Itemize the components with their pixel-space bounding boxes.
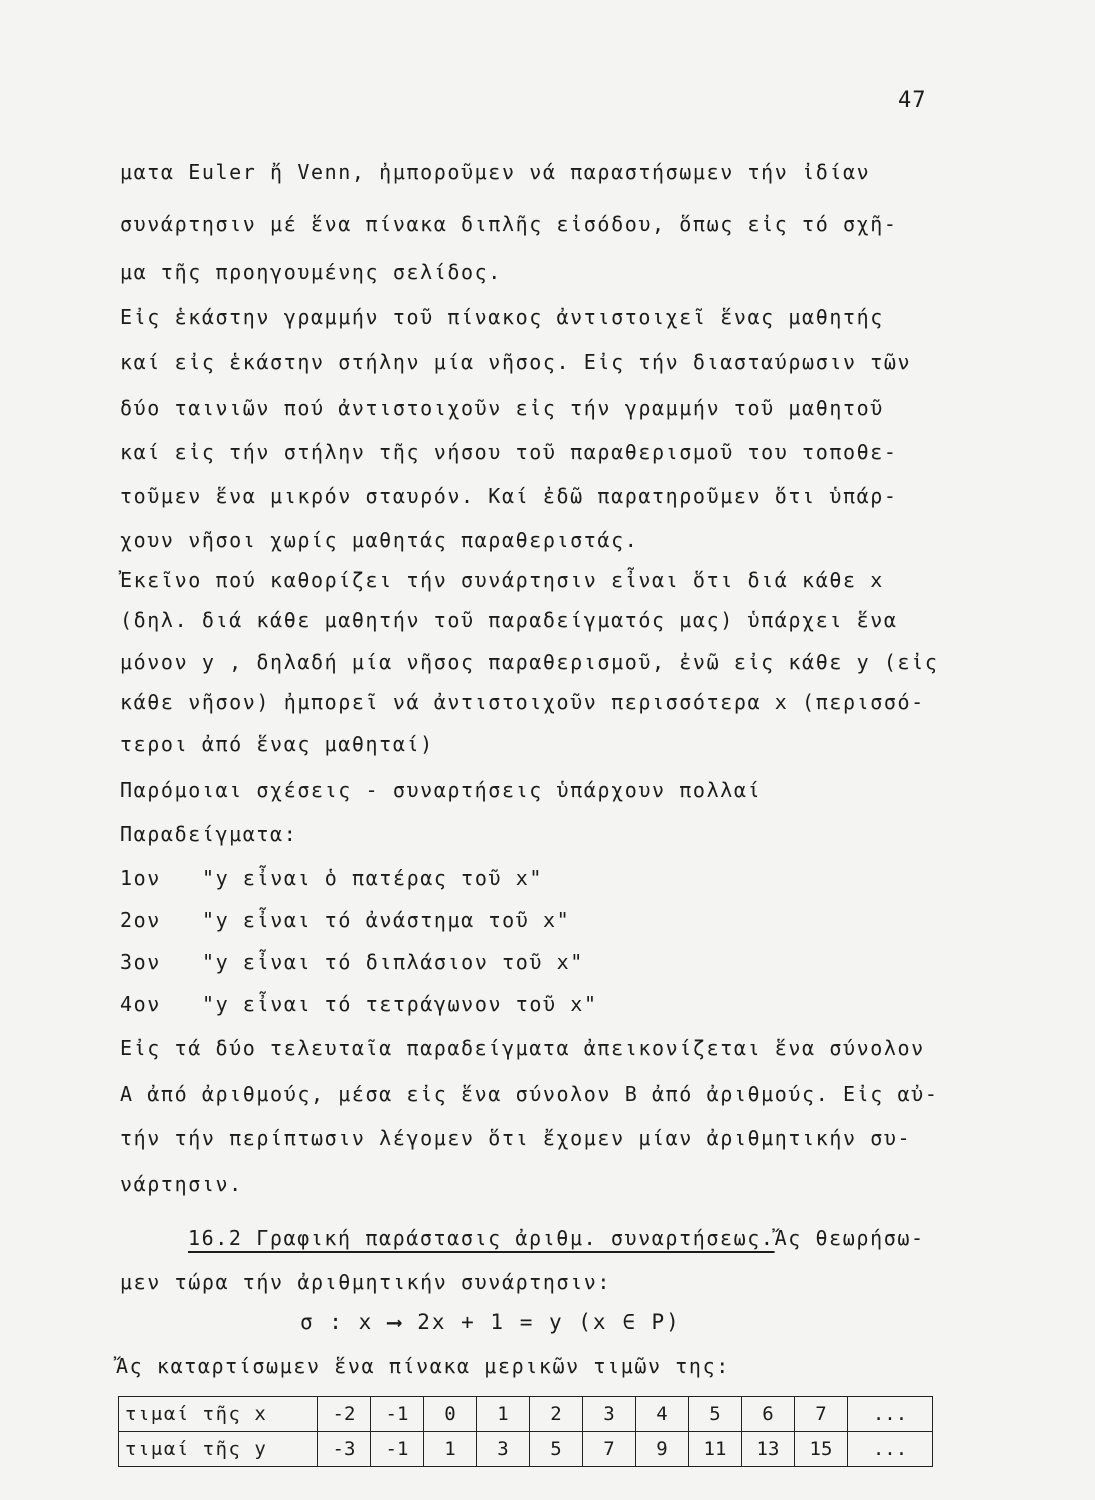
section-heading: 16.2 Γραφική παράστασις ἀριθμ. συναρτήσεως. [188, 1226, 775, 1250]
table-row-x [119, 1397, 933, 1432]
y-value-cell: 15 [795, 1432, 848, 1467]
row-label: τιμαί τῆς y [119, 1432, 318, 1467]
x-value-cell: 7 [795, 1397, 848, 1432]
paragraph-line: καί εἰς ἑκάστην στήλην μία νῆσος. Εἰς τήν διασταύρωσιν τῶν [120, 350, 912, 374]
x-value-cell: 0 [424, 1397, 477, 1432]
y-value-cell: 7 [583, 1432, 636, 1467]
paragraph-line: δύο ταινιῶν πού ἀντιστοιχοῦν εἰς τήν γραμμήν τοῦ μαθητοῦ [120, 396, 884, 420]
y-value-cell: 3 [477, 1432, 530, 1467]
paragraph-line: νάρτησιν. [120, 1172, 243, 1196]
paragraph-line: μα τῆς προηγουμένης σελίδος. [120, 260, 502, 284]
example-text: "y εἶναι τό διπλάσιον τοῦ x" [202, 950, 584, 974]
y-value-cell: ... [848, 1432, 933, 1467]
y-value-cell: -1 [371, 1432, 424, 1467]
page-number: 47 [898, 88, 927, 113]
paragraph-line: Α ἀπό ἀριθμούς, μέσα εἰς ἕνα σύνολον Β ἀπό ἀριθμούς. Εἰς αὐ- [120, 1082, 939, 1106]
paragraph-line: Παραδείγματα: [120, 822, 298, 846]
paragraph-line: τήν τήν περίπτωσιν λέγομεν ὅτι ἔχομεν μίαν ἀριθμητικήν συ- [120, 1126, 912, 1150]
values-table [118, 1396, 933, 1467]
example-text: "y εἶναι τό ἀνάστημα τοῦ x" [202, 908, 571, 932]
example-text: "y εἶναι ὁ πατέρας τοῦ x" [202, 866, 544, 890]
table-row-y [119, 1432, 933, 1467]
paragraph-line: ματα Euler ἤ Venn, ἠμποροῦμεν νά παραστήσωμεν τήν ἰδίαν [120, 160, 871, 184]
y-value-cell: -3 [318, 1432, 371, 1467]
paragraph-line: χουν νῆσοι χωρίς μαθητάς παραθεριστάς. [120, 528, 639, 552]
section-heading-line [188, 1226, 988, 1250]
x-value-cell: ... [848, 1397, 933, 1432]
paragraph-line: Εἰς ἑκάστην γραμμήν τοῦ πίνακος ἀντιστοιχεῖ ἕνας μαθητής [120, 305, 884, 329]
paragraph-line: τεροι ἀπό ἕνας μαθηταί) [120, 732, 434, 756]
example-text: "y εἶναι τό τετράγωνον τοῦ x" [202, 992, 598, 1016]
example-number: 3ον [120, 950, 161, 974]
x-value-cell: 3 [583, 1397, 636, 1432]
formula-left: σ : x [300, 1310, 374, 1334]
paragraph-line: (δηλ. διά κάθε μαθητήν τοῦ παραδείγματός μας) ὑπάρχει ἕνα [120, 608, 898, 632]
paragraph-line: τοῦμεν ἕνα μικρόν σταυρόν. Καί ἐδῶ παρατηροῦμεν ὅτι ὑπάρ- [120, 484, 898, 508]
section-heading-rest: Ἄς θεωρήσω- [774, 1226, 925, 1250]
x-value-cell: 2 [530, 1397, 583, 1432]
example-item [120, 908, 980, 932]
x-value-cell: 4 [636, 1397, 689, 1432]
table-intro: Ἄς καταρτίσωμεν ἕνα πίνακα μερικῶν τιμῶν της: [116, 1354, 730, 1378]
row-label: τιμαί τῆς x [119, 1397, 318, 1432]
x-value-cell: 1 [477, 1397, 530, 1432]
x-value-cell: -1 [371, 1397, 424, 1432]
paragraph-line: συνάρτησιν μέ ἕνα πίνακα διπλῆς εἰσόδου, ὅπως εἰς τό σχῆ- [120, 212, 898, 236]
paragraph-line: μόνον y , δηλαδή μία νῆσος παραθερισμοῦ, ἐνῶ εἰς κάθε y (εἰς [120, 650, 939, 674]
example-number: 1ον [120, 866, 161, 890]
example-item [120, 866, 980, 890]
paragraph-line: Εἰς τά δύο τελευταῖα παραδείγματα ἀπεικονίζεται ἕνα σύνολον [120, 1036, 925, 1060]
paragraph-line: Ἐκεῖνο πού καθορίζει τήν συνάρτησιν εἶναι ὅτι διά κάθε x [120, 568, 884, 592]
y-value-cell: 5 [530, 1432, 583, 1467]
example-item [120, 950, 980, 974]
formula-right: 2x + 1 = y (x ∈ P) [417, 1310, 681, 1334]
paragraph-line: καί εἰς τήν στήλην τῆς νήσου τοῦ παραθερισμοῦ του τοποθε- [120, 440, 898, 464]
x-value-cell: 5 [689, 1397, 742, 1432]
example-item [120, 992, 980, 1016]
y-value-cell: 1 [424, 1432, 477, 1467]
paragraph-line: μεν τώρα τήν ἀριθμητικήν συνάρτησιν: [120, 1270, 612, 1294]
example-number: 4ον [120, 992, 161, 1016]
example-number: 2ον [120, 908, 161, 932]
arrow-icon: ⟶ [387, 1310, 403, 1334]
paragraph-line: κάθε νῆσον) ἠμπορεῖ νά ἀντιστοιχοῦν περισσότερα x (περισσό- [120, 690, 925, 714]
function-formula [300, 1310, 681, 1334]
x-value-cell: 6 [742, 1397, 795, 1432]
y-value-cell: 11 [689, 1432, 742, 1467]
x-value-cell: -2 [318, 1397, 371, 1432]
y-value-cell: 9 [636, 1432, 689, 1467]
y-value-cell: 13 [742, 1432, 795, 1467]
paragraph-line: Παρόμοιαι σχέσεις - συναρτήσεις ὑπάρχουν πολλαί [120, 778, 762, 802]
